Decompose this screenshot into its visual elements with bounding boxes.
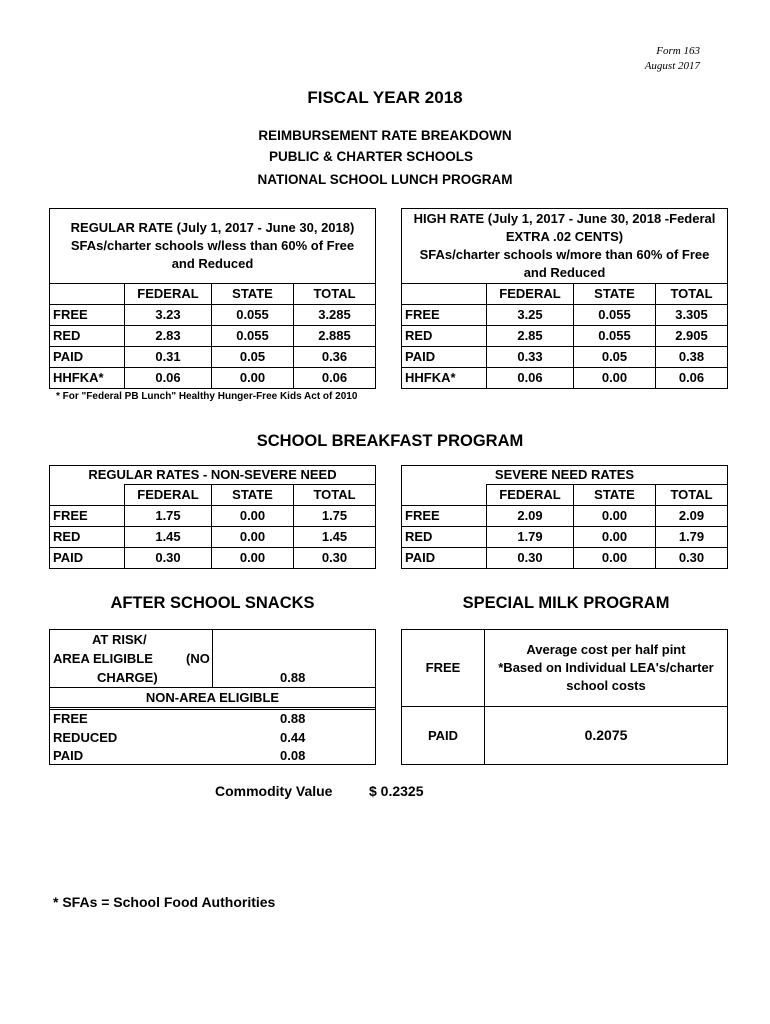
table-row xyxy=(402,548,728,569)
milk-paid-value: 0.2075 xyxy=(485,706,727,765)
column-header: STATE xyxy=(574,284,656,305)
milk-free-label: FREE xyxy=(402,630,485,707)
form-number xyxy=(645,44,700,74)
at-risk-line: AREA ELIGIBLE xyxy=(53,651,153,666)
column-header: FEDERAL xyxy=(125,485,212,506)
lunch-regular-table xyxy=(49,208,376,389)
column-header: FEDERAL xyxy=(125,284,212,305)
non-area-heading: NON-AREA ELIGIBLE xyxy=(50,687,375,710)
snack-row-value: 0.88 xyxy=(280,711,306,726)
cell: 0.30 xyxy=(294,548,376,569)
column-header: STATE xyxy=(212,485,294,506)
table-header-row xyxy=(50,485,376,506)
snack-row-value: 0.08 xyxy=(280,748,306,763)
lunch-regular-heading-line: REGULAR RATE (July 1, 2017 - June 30, 2018) xyxy=(70,220,355,235)
cell: 1.45 xyxy=(125,527,212,548)
table-row xyxy=(50,506,376,527)
row-label: PAID xyxy=(50,347,125,368)
cell: 1.79 xyxy=(487,527,574,548)
column-header: TOTAL xyxy=(294,284,376,305)
snack-row-value: 0.44 xyxy=(280,730,306,745)
cell: 2.85 xyxy=(487,326,574,347)
table-row xyxy=(50,548,376,569)
breakfast-title: SCHOOL BREAKFAST PROGRAM xyxy=(256,432,524,450)
table-header-row xyxy=(50,284,376,305)
table-row xyxy=(402,326,728,347)
row-label: HHFKA* xyxy=(402,368,487,389)
cell: 1.79 xyxy=(656,527,728,548)
cell: 0.00 xyxy=(212,548,294,569)
table-row xyxy=(402,506,728,527)
column-header: FEDERAL xyxy=(487,485,574,506)
cell: 0.06 xyxy=(125,368,212,389)
column-header: FEDERAL xyxy=(487,284,574,305)
cell: 0.31 xyxy=(125,347,212,368)
cell: 0.33 xyxy=(487,347,574,368)
cell: 0.38 xyxy=(656,347,728,368)
milk-free-line: Average cost per half pint xyxy=(526,642,686,657)
lunch-high-heading xyxy=(402,209,728,284)
cell: 2.905 xyxy=(656,326,728,347)
cell: 3.285 xyxy=(294,305,376,326)
row-label: RED xyxy=(402,326,487,347)
form-number-text: Form 163 xyxy=(656,45,700,57)
table-row xyxy=(50,368,376,389)
page-title: FISCAL YEAR 2018 xyxy=(307,88,463,107)
column-header: STATE xyxy=(574,485,656,506)
cell: 2.83 xyxy=(125,326,212,347)
column-header: TOTAL xyxy=(656,485,728,506)
lunch-regular-heading-line: and Reduced xyxy=(171,256,254,271)
row-label: PAID xyxy=(402,548,487,569)
cell: 0.00 xyxy=(574,527,656,548)
table-row xyxy=(402,347,728,368)
commodity-value: $ 0.2325 xyxy=(369,783,424,799)
row-label: RED xyxy=(402,527,487,548)
breakfast-regular-table xyxy=(49,465,376,569)
column-header: TOTAL xyxy=(294,485,376,506)
breakfast-severe-table xyxy=(401,465,728,569)
cell: 3.25 xyxy=(487,305,574,326)
cell: 0.00 xyxy=(574,506,656,527)
table-row xyxy=(402,527,728,548)
cell: 3.23 xyxy=(125,305,212,326)
cell: 0.30 xyxy=(125,548,212,569)
table-header-row xyxy=(402,284,728,305)
row-label: FREE xyxy=(402,506,487,527)
column-header: STATE xyxy=(212,284,294,305)
cell: 0.00 xyxy=(212,368,294,389)
cell: 0.055 xyxy=(574,305,656,326)
row-label: FREE xyxy=(402,305,487,326)
subtitle-2: PUBLIC & CHARTER SCHOOLS xyxy=(268,149,473,164)
at-risk-line: CHARGE) xyxy=(97,670,158,685)
at-risk-label xyxy=(50,630,213,687)
milk-free-text xyxy=(485,641,727,695)
snack-row-label: PAID xyxy=(53,748,84,763)
cell: 0.06 xyxy=(487,368,574,389)
lunch-high-heading-line: EXTRA .02 CENTS) xyxy=(505,229,624,244)
cell: 0.06 xyxy=(656,368,728,389)
row-label: PAID xyxy=(50,548,125,569)
table-row xyxy=(50,347,376,368)
table-header-row xyxy=(402,485,728,506)
lunch-regular-heading-line: SFAs/charter schools w/less than 60% of Free xyxy=(70,238,355,253)
row-label: RED xyxy=(50,326,125,347)
lunch-high-heading-line: HIGH RATE (July 1, 2017 - June 30, 2018 -Federal xyxy=(413,211,716,226)
form-date-text: August 2017 xyxy=(644,60,700,72)
snacks-title: AFTER SCHOOL SNACKS xyxy=(110,594,315,612)
row-label: RED xyxy=(50,527,125,548)
at-risk-line: (NO xyxy=(186,651,210,666)
cell: 0.36 xyxy=(294,347,376,368)
cell: 3.305 xyxy=(656,305,728,326)
row-label: PAID xyxy=(402,347,487,368)
milk-free-line: school costs xyxy=(566,678,646,693)
milk-title: SPECIAL MILK PROGRAM xyxy=(462,594,670,612)
snack-row-label: REDUCED xyxy=(53,730,118,745)
cell: 0.06 xyxy=(294,368,376,389)
snacks-box xyxy=(49,629,376,765)
sfa-definition-note: * SFAs = School Food Authorities xyxy=(53,894,276,910)
lunch-regular-heading xyxy=(50,209,376,284)
cell: 0.30 xyxy=(656,548,728,569)
cell: 0.055 xyxy=(212,326,294,347)
snack-row-label: FREE xyxy=(53,711,88,726)
table-row xyxy=(402,368,728,389)
cell: 1.75 xyxy=(294,506,376,527)
lunch-high-table xyxy=(401,208,728,389)
cell: 0.055 xyxy=(574,326,656,347)
table-row xyxy=(50,326,376,347)
milk-free-line: *Based on Individual LEA's/charter xyxy=(498,660,714,675)
lunch-footnote: * For "Federal PB Lunch" Healthy Hunger-Free Kids Act of 2010 xyxy=(56,391,358,402)
cell: 0.05 xyxy=(574,347,656,368)
row-label: FREE xyxy=(50,305,125,326)
cell: 0.05 xyxy=(212,347,294,368)
subtitle-1: REIMBURSEMENT RATE BREAKDOWN xyxy=(258,128,512,143)
column-header: TOTAL xyxy=(656,284,728,305)
subtitle-3: NATIONAL SCHOOL LUNCH PROGRAM xyxy=(257,172,513,187)
cell: 1.45 xyxy=(294,527,376,548)
cell: 0.00 xyxy=(212,527,294,548)
lunch-high-heading-line: and Reduced xyxy=(523,265,606,280)
milk-paid-label: PAID xyxy=(402,707,485,764)
lunch-high-heading-line: SFAs/charter schools w/more than 60% of Free xyxy=(419,247,710,262)
cell: 0.00 xyxy=(212,506,294,527)
cell: 2.09 xyxy=(656,506,728,527)
row-label: FREE xyxy=(50,506,125,527)
breakfast-severe-heading: SEVERE NEED RATES xyxy=(402,466,728,485)
cell: 0.30 xyxy=(487,548,574,569)
cell: 0.00 xyxy=(574,368,656,389)
cell: 2.885 xyxy=(294,326,376,347)
cell: 0.00 xyxy=(574,548,656,569)
cell: 1.75 xyxy=(125,506,212,527)
cell: 2.09 xyxy=(487,506,574,527)
row-label: HHFKA* xyxy=(50,368,125,389)
milk-box xyxy=(401,629,728,765)
table-row xyxy=(50,305,376,326)
table-row xyxy=(402,305,728,326)
commodity-label: Commodity Value xyxy=(215,783,333,799)
at-risk-line: AT RISK/ xyxy=(92,632,147,647)
cell: 0.055 xyxy=(212,305,294,326)
table-row xyxy=(50,527,376,548)
breakfast-regular-heading: REGULAR RATES - NON-SEVERE NEED xyxy=(50,466,376,485)
at-risk-value: 0.88 xyxy=(280,670,306,685)
